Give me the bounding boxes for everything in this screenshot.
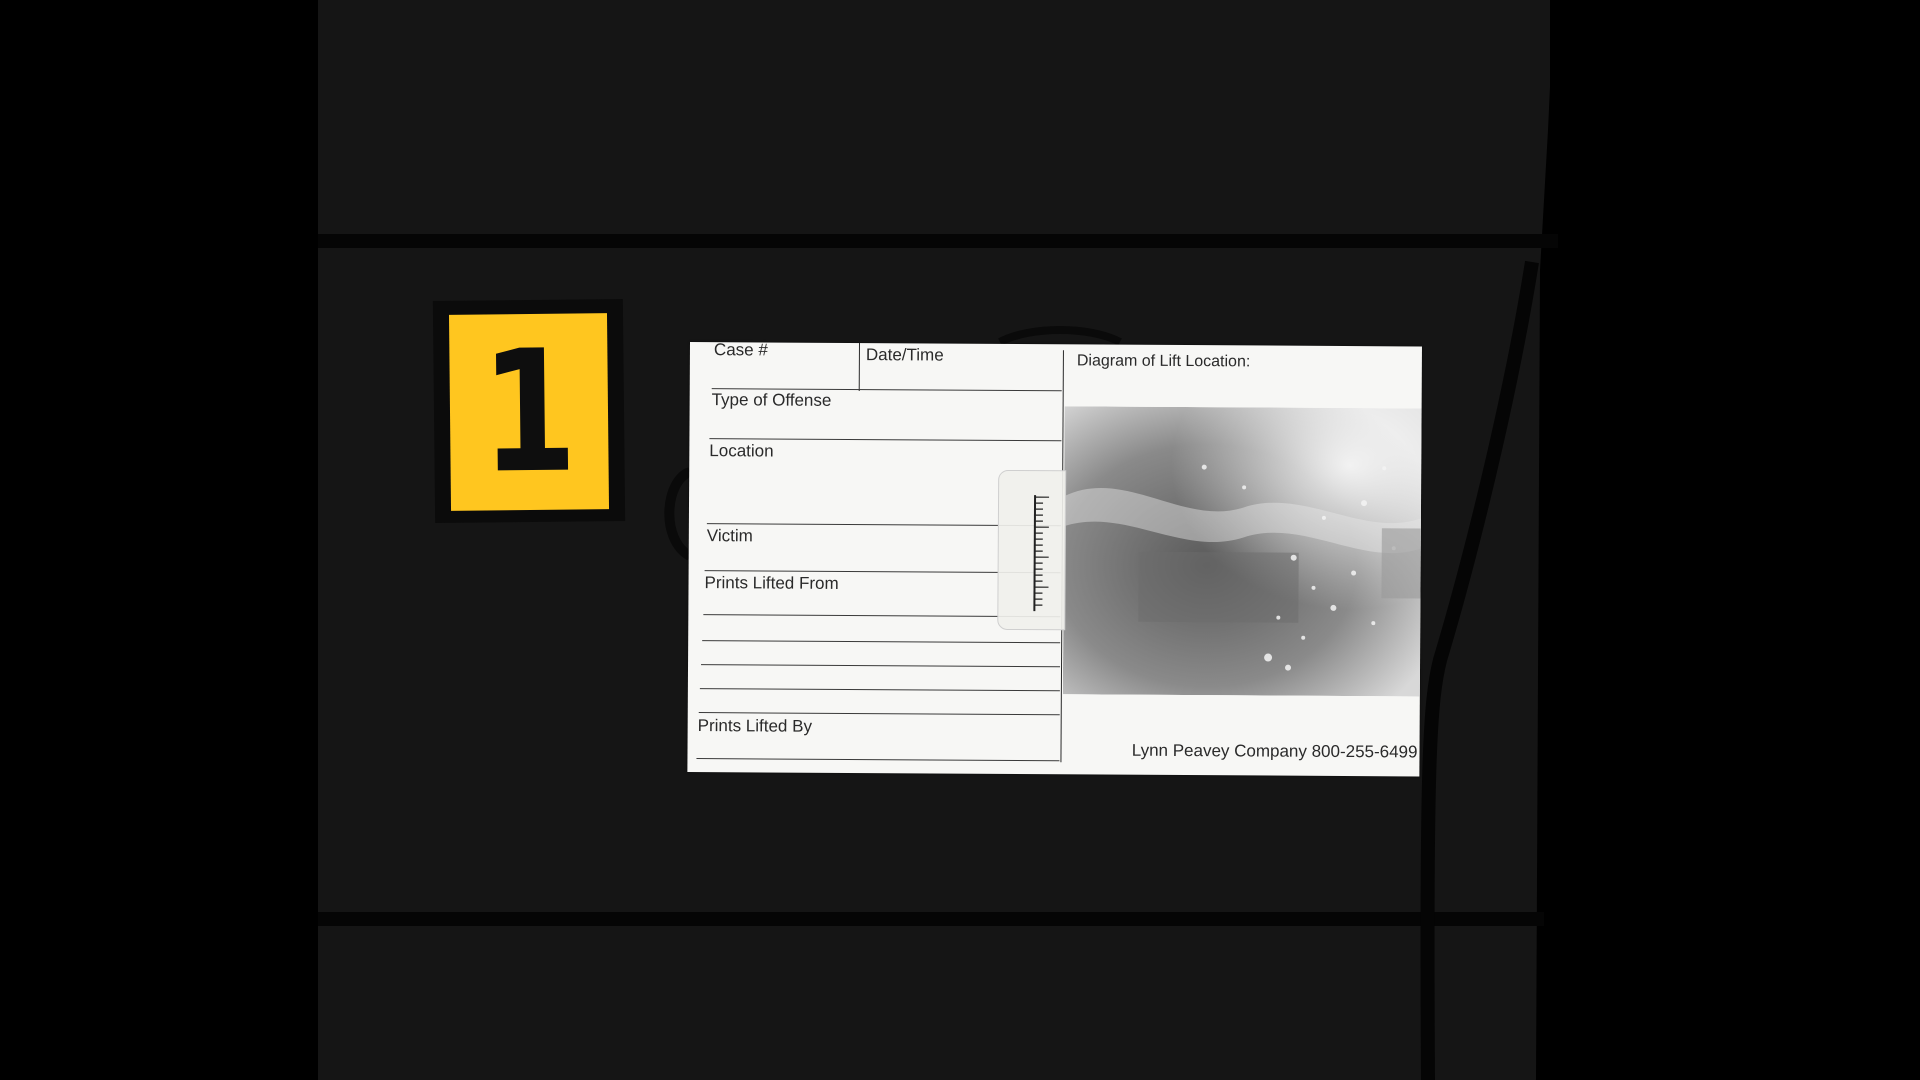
type-of-offense-label: Type of Offense [711, 390, 832, 410]
diagram-of-lift-location-label: Diagram of Lift Location: [1076, 352, 1251, 371]
wall-seam-bottom [318, 912, 1544, 926]
victim-label: Victim [706, 526, 753, 546]
scale-ticks [1034, 497, 1049, 605]
print-patch [1138, 552, 1298, 623]
prints-lifted-from-label: Prints Lifted From [704, 573, 839, 593]
prints-from-line-3 [701, 664, 1060, 667]
evidence-marker[interactable] [433, 299, 625, 523]
wall-seam-top [318, 234, 1558, 248]
date-time-label: Date/Time [865, 345, 944, 365]
evidence-marker-face [449, 313, 609, 511]
case-label: Case # [713, 340, 768, 360]
prints-from-line-2 [702, 640, 1060, 643]
evidence-marker-number: 1 [480, 313, 578, 511]
fingerprint-lift-card[interactable] [687, 342, 1422, 776]
lifted-print-photo [1063, 406, 1422, 696]
measurement-scale-tape [997, 470, 1066, 630]
prints-lifted-by-label: Prints Lifted By [697, 716, 813, 736]
prints-by-line [696, 758, 1059, 761]
prints-from-line-5 [699, 712, 1060, 715]
case-date-divider [859, 343, 860, 391]
location-label: Location [709, 441, 774, 461]
prints-from-line-4 [700, 688, 1060, 691]
photo-highlight [1063, 406, 1422, 696]
tape-edge-right [1381, 528, 1420, 598]
company-contact-line: Lynn Peavey Company 800-255-6499 [1131, 740, 1418, 762]
